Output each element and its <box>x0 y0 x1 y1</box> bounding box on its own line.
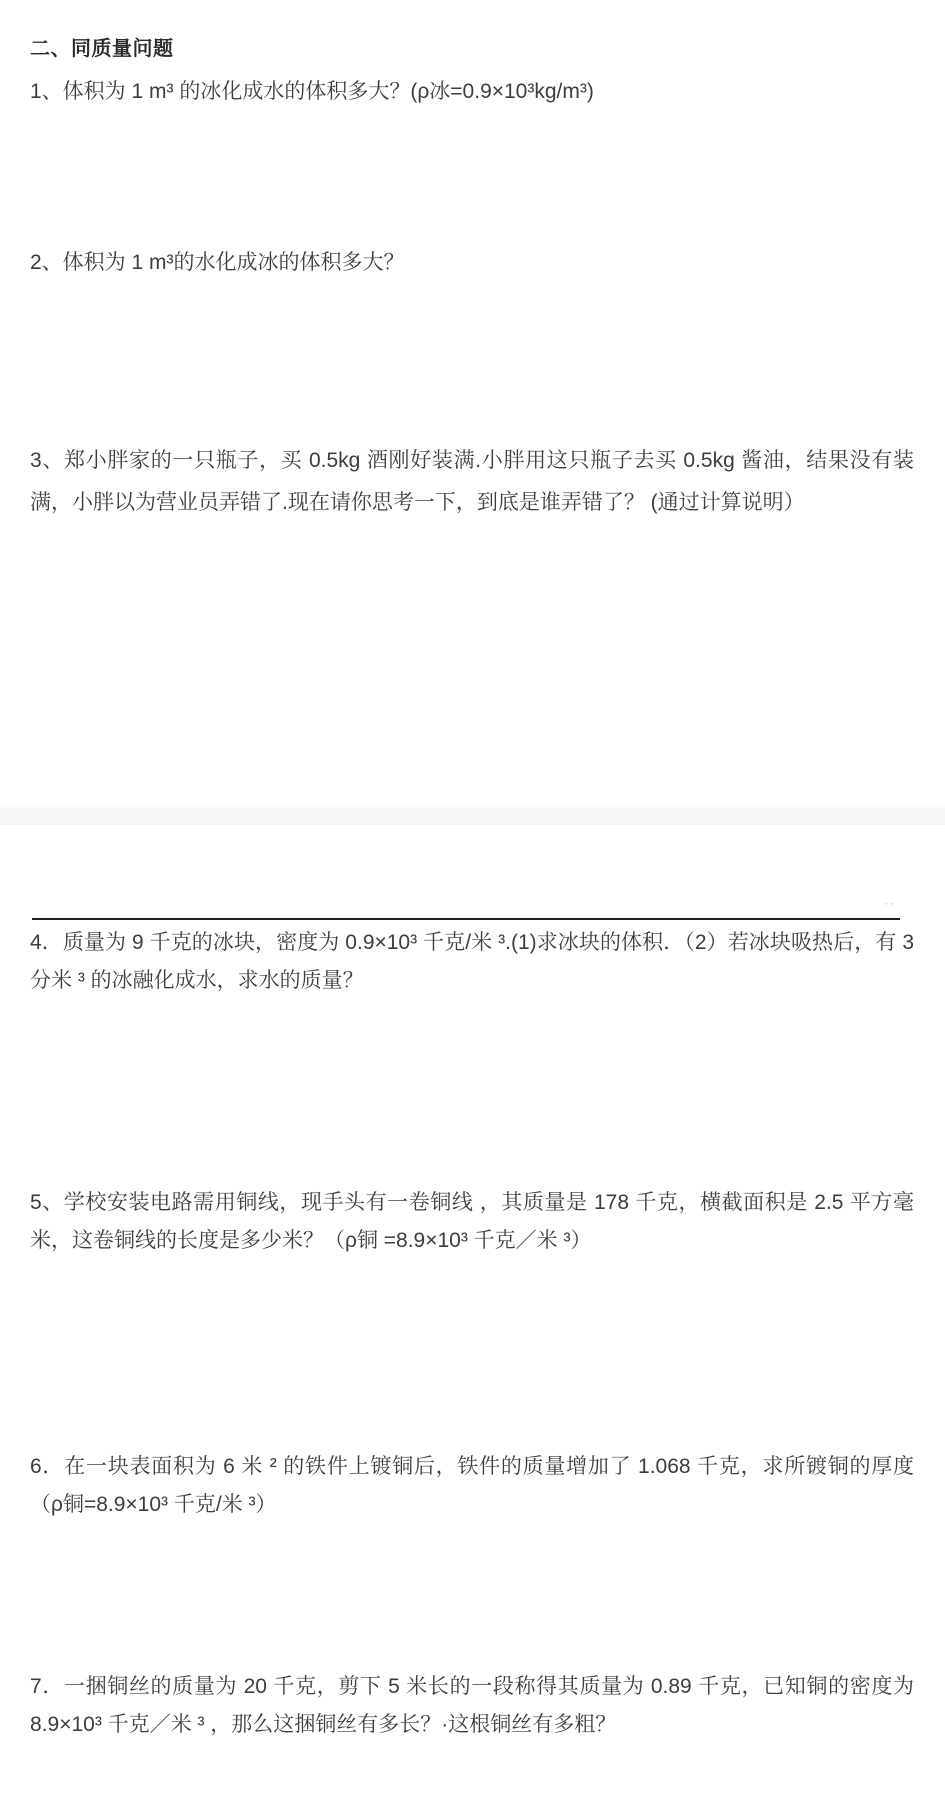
question-5: 5、学校安装电路需用铜线，现手头有一卷铜线 ，其质量是 178 千克，横截面积是 2.5 平方毫米，这卷铜线的长度是多少米？（ρ铜 =8.9×10³ 千克／米 ³） <box>30 1191 914 1252</box>
question-3: 3、郑小胖家的一只瓶子，买 0.5kg 酒刚好装满.小胖用这只瓶子去买 0.5kg 酱油，结果没有装满，小胖以为营业员弄错了.现在请你思考一下，到底是谁弄错了？ (通过计算说明） <box>30 449 914 514</box>
question-7: 7．一捆铜丝的质量为 20 千克，剪下 5 米长的一段称得其质量为 0.89 千克，已知铜的密度为 8.9×10³ 千克／米 ³ ，那么这捆铜丝有多长？·这根铜丝有多粗？ <box>30 1675 914 1736</box>
question-2: 2、体积为 1 m³的水化成冰的体积多大？ <box>30 251 405 274</box>
stray-mark: ·· <box>884 896 896 910</box>
section-title: 二、同质量问题 <box>30 38 174 60</box>
question-4: 4．质量为 9 千克的冰块，密度为 0.9×10³ 千克/米 ³.(1)求冰块的体积．（2）若冰块吸热后，有 3 分米 ³ 的冰融化成水，求水的质量？ <box>30 931 914 992</box>
section-separator-band <box>0 807 945 825</box>
question-6: 6．在一块表面积为 6 米 ² 的铁件上镀铜后，铁件的质量增加了 1.068 千克，求所镀铜的厚度（ρ铜=8.9×10³ 千克/米 ³） <box>30 1455 914 1516</box>
divider-line <box>32 918 900 920</box>
question-1: 1、体积为 1 m³ 的冰化成水的体积多大？(ρ冰=0.9×10³kg/m³) <box>30 80 594 103</box>
